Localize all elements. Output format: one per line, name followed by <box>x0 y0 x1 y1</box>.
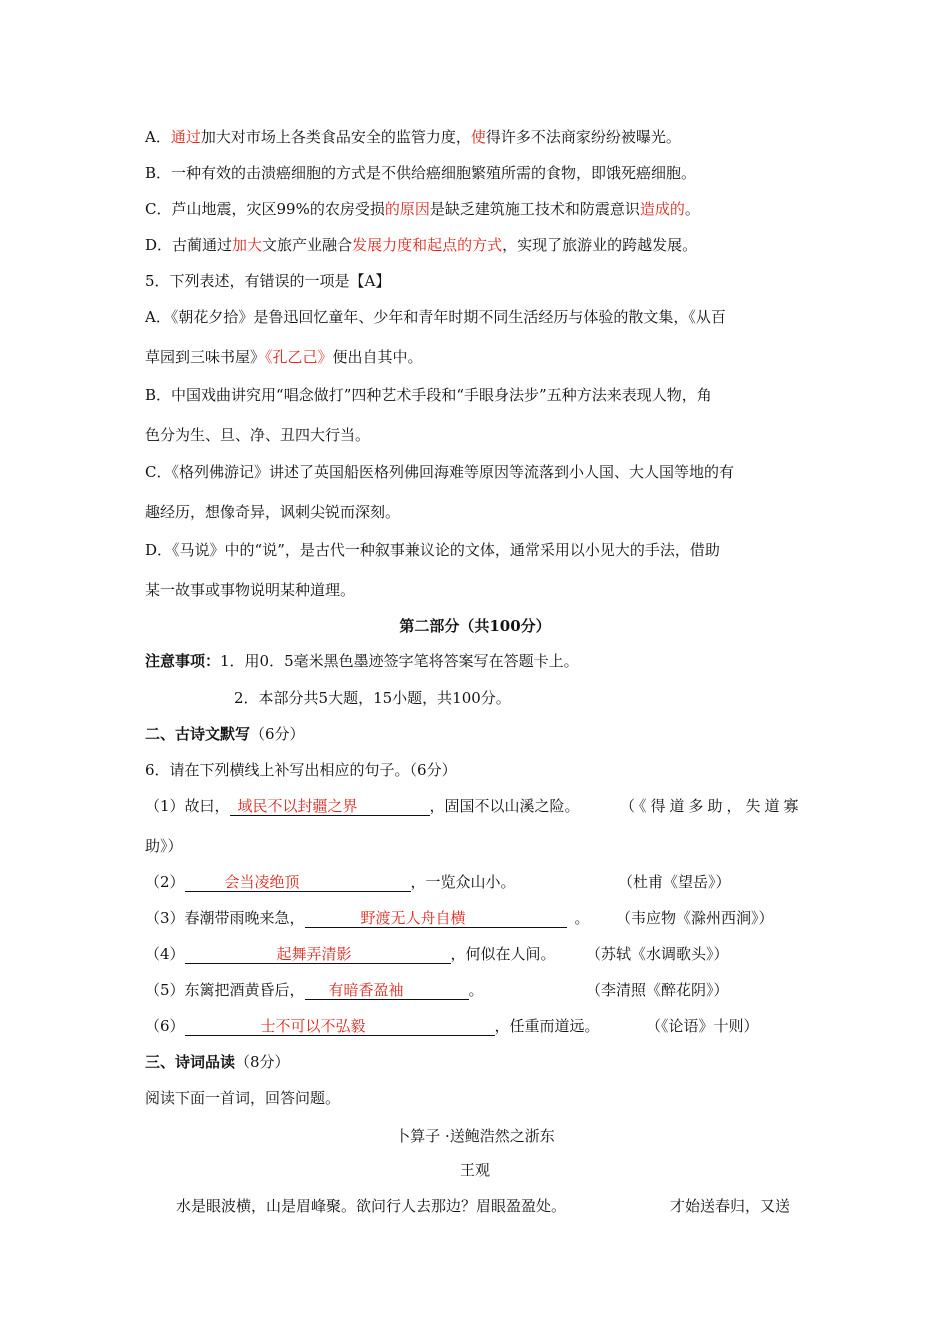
notice-label: 注意事项： <box>145 652 221 670</box>
q4-option-b: B．一种有效的击溃癌细胞的方式是不供给癌细胞繁殖所需的食物，即饿死癌细胞。 <box>145 164 697 182</box>
part2-notice1-row <box>145 651 579 671</box>
fill-item-2-post: ，一览众山小。 <box>410 873 516 891</box>
q5-a-line2-red: 《孔乙己》 <box>265 348 333 366</box>
fill-item-1-source: （《得道多助，失道寡 <box>620 797 803 815</box>
notice-item-2: 2．本部分共5大题，15小题，共100分。 <box>234 689 511 707</box>
q5-b-line2: 色分为生、旦、净、丑四大行当。 <box>145 426 371 444</box>
fill-answer-3: 野渡无人舟自横 <box>360 909 466 927</box>
q4-option-d <box>145 235 697 255</box>
q4-option-c <box>145 199 700 219</box>
notice-item-1: 1．用0．5毫米黑色墨迹签字笔将答案写在答题卡上。 <box>220 652 579 670</box>
q4-c-red1: 的原因 <box>384 200 430 218</box>
q4-d-prefix: D．古蔺通过 <box>145 236 233 254</box>
fill-answer-1: 域民不以封疆之界 <box>237 797 358 815</box>
q4-c-end: 。 <box>684 200 700 218</box>
section3-heading <box>145 1052 290 1072</box>
q5-a-line2-end: 便出自其中。 <box>332 348 423 366</box>
q4-c-red2: 造成的 <box>639 200 685 218</box>
q5-c-line1: C．《格列佛游记》讲述了英国船医格列佛回海难等原因等流落到小人国、大人国等地的有 <box>145 463 734 481</box>
q4-a-red1: 通过 <box>170 128 201 146</box>
fill-blank-6 <box>185 1017 495 1036</box>
fill-item-3-post: 。 <box>574 909 590 927</box>
q4-a-end: 得许多不法商家纷纷被曝光。 <box>485 128 681 146</box>
fill-item-4-pre: （4） <box>145 945 185 963</box>
q5-b-line1: B．中国戏曲讲究用“唱念做打”四种艺术手段和“手眼身法步”五种方法来表现人物，角 <box>145 386 712 404</box>
fill-item-5-pre: （5）东篱把酒黄昏后， <box>145 981 305 999</box>
fill-item-5 <box>145 980 484 1000</box>
q5-d-line2: 某一故事或事物说明某种道理。 <box>145 581 356 599</box>
section2-heading <box>145 724 305 744</box>
poem-line-1-end: 才始送春归，又送 <box>670 1197 791 1215</box>
q4-a-prefix: A． <box>145 128 171 146</box>
fill-answer-6: 士不可以不弘毅 <box>260 1017 366 1035</box>
fill-blank-1 <box>230 797 430 816</box>
q4-d-end: ，实现了旅游业的跨越发展。 <box>502 236 698 254</box>
q4-d-red2: 发展力度和起点的方式 <box>352 236 503 254</box>
section2-score: （6分） <box>250 725 305 743</box>
poem-title: 卜算子 ·送鲍浩然之浙东 <box>395 1127 555 1145</box>
q4-d-mid: 文旅产业融合 <box>262 236 353 254</box>
section3-title: 三、诗词品读 <box>145 1053 236 1071</box>
q4-option-a <box>145 127 681 147</box>
section2-title: 二、古诗文默写 <box>145 725 251 743</box>
fill-blank-4 <box>185 945 451 964</box>
fill-item-4-post: ，何似在人间。 <box>450 945 556 963</box>
fill-blank-3 <box>305 909 567 928</box>
q4-a-mid: 加大对市场上各类食品安全的监管力度， <box>200 128 471 146</box>
q4-c-mid: 是缺乏建筑施工技术和防震意识 <box>429 200 640 218</box>
fill-item-3 <box>145 908 590 928</box>
q5-stem: 5．下列表述，有错误的一项是【A】 <box>145 272 391 290</box>
fill-item-4-source: （苏轼《水调歌头》） <box>586 945 729 963</box>
fill-item-6-pre: （6） <box>145 1017 185 1035</box>
fill-item-6-post: ，任重而道远。 <box>494 1017 600 1035</box>
q4-d-red1: 加大 <box>232 236 263 254</box>
fill-blank-5 <box>305 981 469 1000</box>
q5-c-line2: 趣经历，想像奇异，讽刺尖锐而深刻。 <box>145 503 401 521</box>
fill-item-3-pre: （3）春潮带雨晚来急， <box>145 909 305 927</box>
fill-item-2-pre: （2） <box>145 873 185 891</box>
fill-item-1-source-cont: 助》） <box>145 837 183 855</box>
poem-author: 王观 <box>459 1161 490 1179</box>
q4-c-prefix: C．芦山地震，灾区99%的农房受损 <box>145 200 385 218</box>
fill-item-1 <box>145 796 580 816</box>
section3-score: （8分） <box>235 1053 290 1071</box>
fill-item-5-source: （李清照《醉花阴》） <box>586 981 729 999</box>
fill-item-6 <box>145 1016 600 1036</box>
fill-item-1-post: ，固国不以山溪之险。 <box>429 797 580 815</box>
q6-stem: 6．请在下列横线上补写出相应的句子。（6分） <box>145 761 457 779</box>
part2-title: 第二部分（共100分） <box>399 617 551 635</box>
fill-item-1-pre: （1）故曰， <box>145 797 230 815</box>
q5-d-line1: D．《马说》中的“说”，是古代一种叙事兼议论的文体，通常采用以小见大的手法，借助 <box>145 541 720 559</box>
fill-answer-5: 有暗香盈袖 <box>328 981 404 999</box>
fill-answer-4: 起舞弄清影 <box>276 945 352 963</box>
fill-item-2 <box>145 872 516 892</box>
fill-item-2-source: （杜甫《望岳》） <box>618 873 731 891</box>
fill-item-5-post: 。 <box>468 981 484 999</box>
fill-answer-2: 会当凌绝顶 <box>224 873 300 891</box>
q4-a-red2: 使 <box>470 128 486 146</box>
fill-item-6-source: （《论语》十则） <box>646 1017 759 1035</box>
poem-line-1: 水是眼波横，山是眉峰聚。欲问行人去那边？眉眼盈盈处。 <box>176 1197 567 1215</box>
fill-item-3-source: （韦应物《滁州西涧》） <box>616 909 774 927</box>
fill-item-4 <box>145 944 556 964</box>
section3-intro: 阅读下面一首词，回答问题。 <box>145 1089 341 1107</box>
q5-a-line2-pre: 草园到三味书屋》 <box>145 348 266 366</box>
q5-a-line2 <box>145 347 423 367</box>
fill-blank-2 <box>185 873 411 892</box>
q5-a-line1: A．《朝花夕拾》是鲁迅回忆童年、少年和青年时期不同生活经历与体验的散文集，《从百 <box>145 308 726 326</box>
